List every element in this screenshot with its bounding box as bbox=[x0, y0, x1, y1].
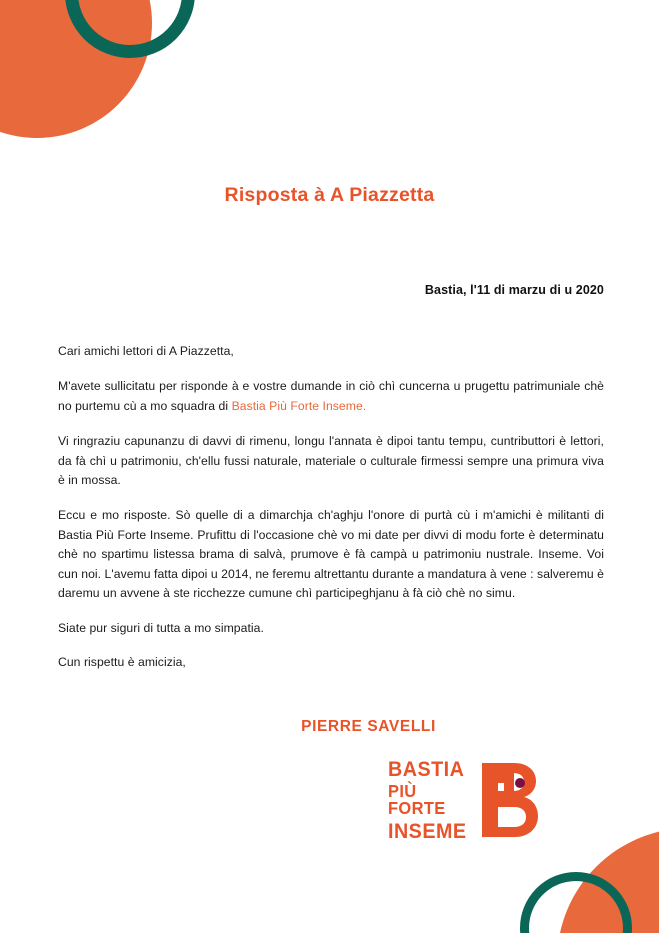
bastia-piu-forte-inseme-monogram-icon bbox=[480, 761, 542, 839]
paragraph-thanks: Vi ringraziu capunanzu di davvi di rimenu, longu l'annata è dipoi tantu tempu, cuntributtori è lettori, da fà chì u patrimoniu, ch'ellu fussi naturale, materiale o culturale firmessi sempre una primura viva è in mossa. bbox=[58, 434, 604, 488]
logo-wordmark bbox=[388, 759, 472, 842]
logo-line-inseme: INSEME bbox=[388, 819, 467, 843]
paragraph-closing-1: Siate pur siguri di tutta a mo simpatia. bbox=[58, 621, 264, 636]
paragraph-main: Eccu e mo risposte. Sò quelle di a dimarchja ch'aghju l'onore di purtà cù i m'amichi è militanti di Bastia Più Forte Inseme. Prufittu di l'occasione chè vo mi date per divvi di modu forte è determinatu chè no spartimu listessa brama di salvà, prumove è fà campà u patrimoniu nustrale. Inseme. Voi cun noi. L'avemu fatta dipoi u 2014, ne feremu altrettantu durante a mandatura à vene : salveremu è daremu un avvene à ste ricchezze cumune chì participeghjanu à fà ciò chè no simu. bbox=[58, 508, 604, 601]
date-line: Bastia, l'11 di marzu di u 2020 bbox=[424, 283, 604, 297]
letter-body bbox=[58, 342, 604, 688]
logo-line-bastia: BASTIA bbox=[388, 757, 465, 781]
paragraph-salutation: Cari amichi lettori di A Piazzetta, bbox=[58, 344, 234, 358]
paragraph-intro bbox=[58, 377, 604, 416]
paragraph-closing-2: Cun rispettu è amicizia, bbox=[58, 654, 186, 669]
brand-name-highlight: Bastia Più Forte Inseme. bbox=[231, 398, 367, 413]
signature-name: PIERRE SAVELLI bbox=[301, 718, 436, 735]
paragraph-intro-text: M'avete sullicitatu per risponde à e vostre dumande in ciò chì cuncerna u prugettu patrimuniale chè no purtemu cù a mo squadra di bbox=[58, 379, 604, 413]
organisation-logo bbox=[388, 757, 538, 843]
page-title: Risposta à A Piazzetta bbox=[224, 184, 435, 206]
logo-line-piu-forte: PIÙ FORTE bbox=[388, 780, 446, 818]
